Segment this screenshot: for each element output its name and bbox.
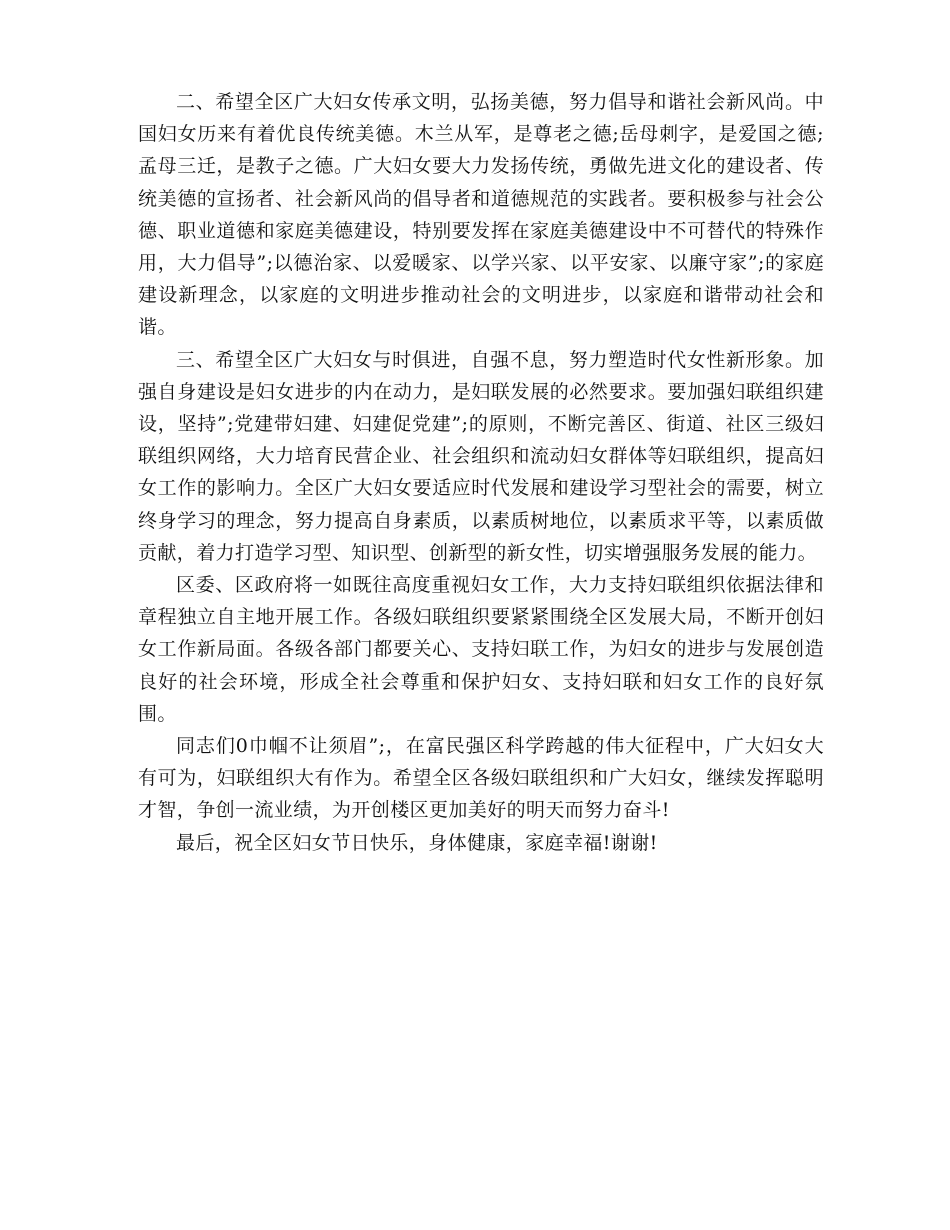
paragraph-2: 二、希望全区广大妇女传承文明，弘扬美德，努力倡导和谐社会新风尚。中国妇女历来有着优良传统美德。木兰从军，是尊老之德;岳母刺字，是爱国之德;孟母三迁，是教子之德。广大妇女要大力发扬传统，勇做先进文化的建设者、传统美德的宣扬者、社会新风尚的倡导者和道德规范的实践者。要积极参与社会公德、职业道德和家庭美德建设，特别要发挥在家庭美德建设中不可替代的特殊作用，大力倡导”;以德治家、以爱暖家、以学兴家、以平安家、以廉守家”;的家庭建设新理念，以家庭的文明进步推动社会的文明进步，以家庭和谐带动社会和谐。 <box>138 91 824 339</box>
document-body <box>138 86 824 859</box>
paragraph-3: 三、希望全区广大妇女与时俱进，自强不息，努力塑造时代女性新形象。加强自身建设是妇女进步的内在动力，是妇联发展的必然要求。要加强妇联组织建设，坚持”;党建带妇建、妇建促党建”;的原则，不断完善区、街道、社区三级妇联组织网络，大力培育民营企业、社会组织和流动妇女群体等妇联组织，提高妇女工作的影响力。全区广大妇女要适应时代发展和建设学习型社会的需要，树立终身学习的理念，努力提高自身素质，以素质树地位，以素质求平等，以素质做贡献，着力打造学习型、知识型、创新型的新女性，切实增强服务发展的能力。 <box>138 348 824 564</box>
paragraph-comrades: 同志们0巾帼不让须眉”;，在富民强区科学跨越的伟大征程中，广大妇女大有可为，妇联组织大有作为。希望全区各级妇联组织和广大妇女，继续发挥聪明才智，争创一流业绩，为开创楼区更加美好的明天而努力奋斗! <box>138 735 824 822</box>
paragraph-support: 区委、区政府将一如既往高度重视妇女工作，大力支持妇联组织依据法律和章程独立自主地开展工作。各级妇联组织要紧紧围绕全区发展大局，不断开创妇女工作新局面。各级各部门都要关心、支持妇联工作，为妇女的进步与发展创造良好的社会环境，形成全社会尊重和保护妇女、支持妇联和妇女工作的良好氛围。 <box>138 574 824 725</box>
paragraph-closing: 最后，祝全区妇女节日快乐，身体健康，家庭幸福!谢谢! <box>176 831 658 854</box>
